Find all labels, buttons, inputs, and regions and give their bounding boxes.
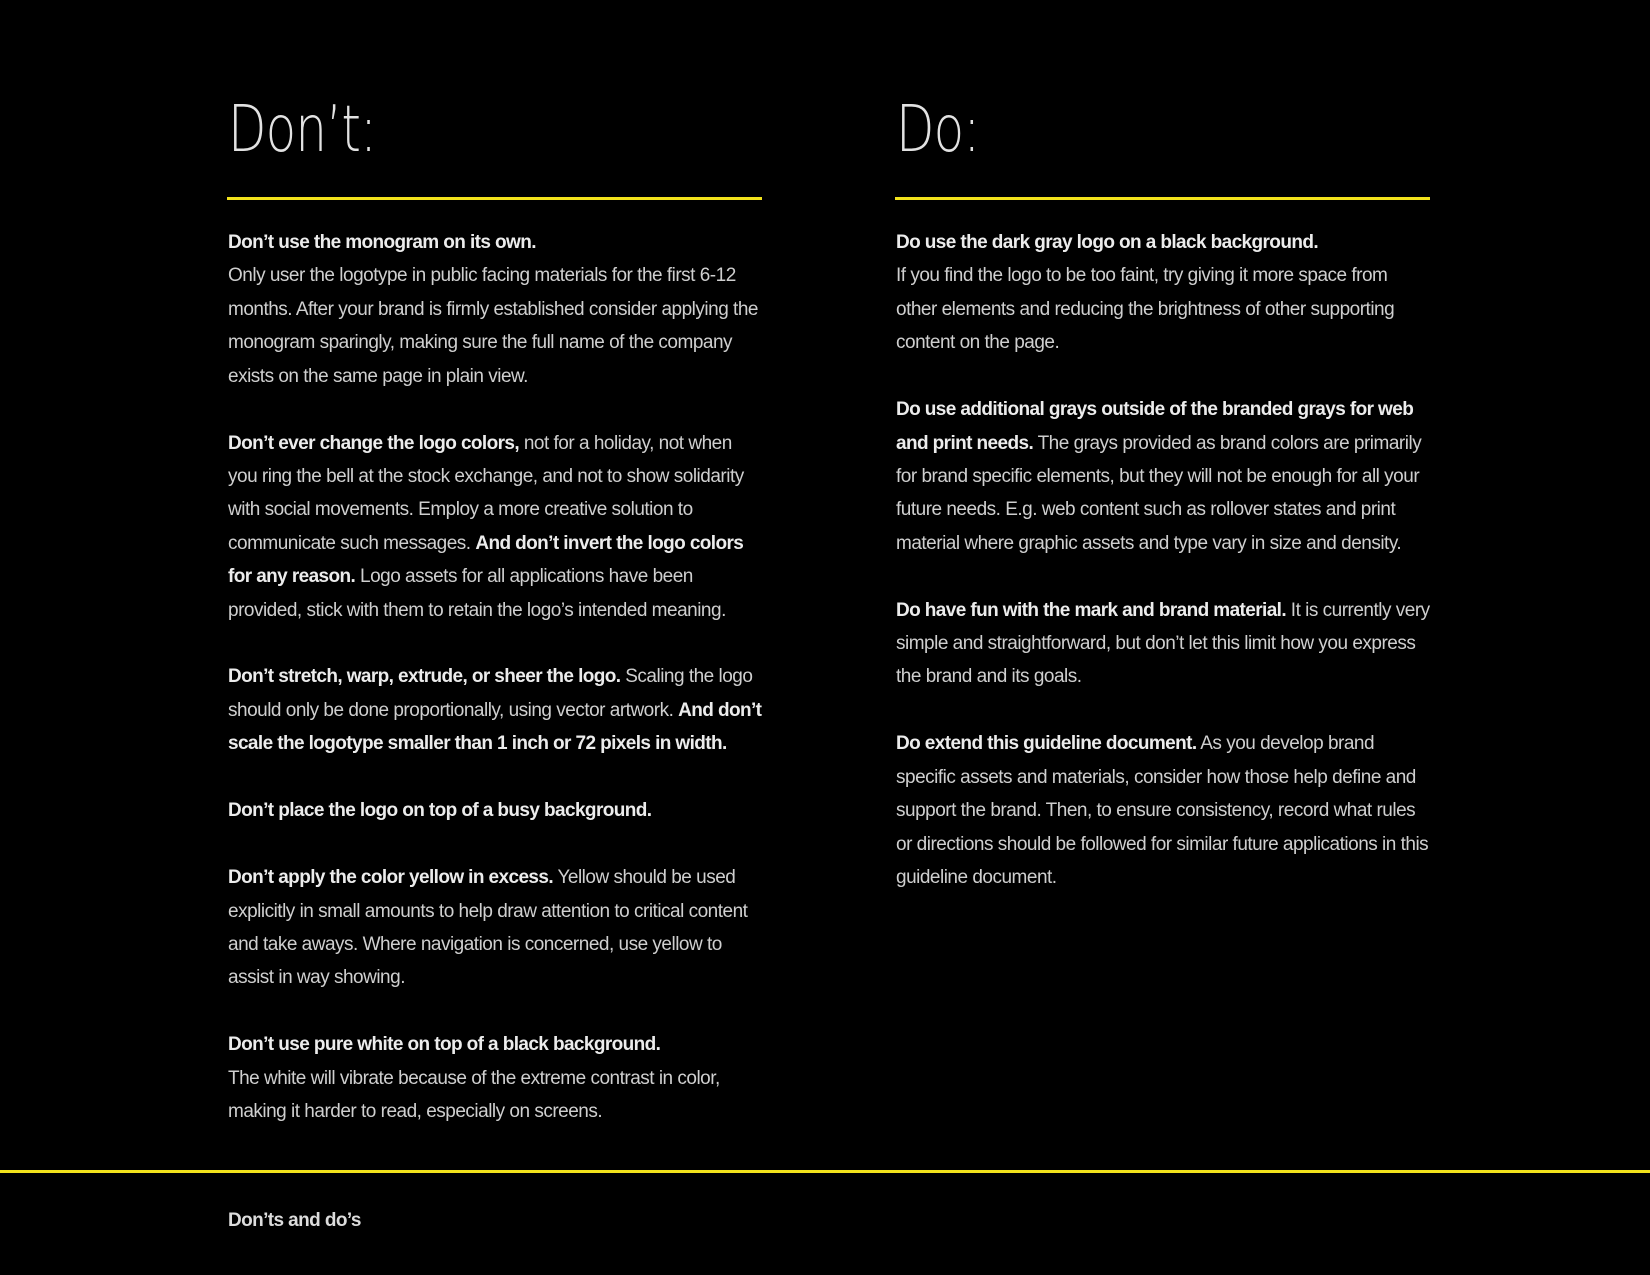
dos-list bbox=[896, 226, 1430, 928]
dont-item-lead: Don’t use the monogram on its own. bbox=[228, 232, 536, 253]
dont-item-yellow bbox=[228, 861, 762, 995]
donts-list bbox=[228, 226, 762, 1162]
dont-item-lead-secondary: And don’t invert the logo colors for any reason. bbox=[228, 532, 744, 588]
dont-item-lead: Don’t apply the color yellow in excess. bbox=[228, 867, 554, 889]
dont-item-logo-colors bbox=[228, 427, 762, 627]
do-item-lead: Do have fun with the mark and brand material. bbox=[896, 599, 1287, 621]
dont-item-pure-white bbox=[228, 1028, 762, 1128]
dont-item-text: The white will vibrate because of the extreme contrast in color, making it harder to read, especially on screens. bbox=[228, 1067, 720, 1123]
do-item-text: It is currently very simple and straightforward, but don’t let this limit how you express the brand and its goals. bbox=[896, 599, 1430, 688]
dont-item-lead-secondary: And don’t scale the logotype smaller than 1 inch or 72 pixels in width. bbox=[228, 699, 762, 755]
footer-section-label: Don’ts and do’s bbox=[228, 1210, 361, 1231]
dont-item-text: Yellow should be used explicitly in small amounts to help draw attention to critical content and take aways. Where navigation is concerned, use yellow to assist in way showing. bbox=[228, 867, 748, 989]
dont-item-lead: Don’t place the logo on top of a busy background. bbox=[228, 800, 652, 822]
do-item-text: The grays provided as brand colors are primarily for brand specific elements, but they will not be enough for all your future needs. E.g. web content such as rollover states and print material where graphic assets and type vary in size and density. bbox=[896, 432, 1422, 554]
dont-item-lead: Don’t ever change the logo colors, bbox=[228, 432, 520, 454]
do-item-text: As you develop brand specific assets and materials, consider how those help define and support the brand. Then, to ensure consistency, record what rules or directions should be followed for similar future applications in this guideline document. bbox=[896, 733, 1429, 888]
dont-item-lead: Don’t stretch, warp, extrude, or sheer the logo. bbox=[228, 666, 621, 688]
donts-heading-rule bbox=[227, 197, 762, 200]
do-item-have-fun bbox=[896, 594, 1430, 694]
do-item-dark-gray-logo bbox=[896, 226, 1430, 360]
do-item-lead: Do use additional grays outside of the branded grays for web and print needs. bbox=[896, 399, 1414, 454]
dont-item-lead: Don’t use pure white on top of a black background. bbox=[228, 1034, 661, 1056]
dont-item-stretch bbox=[228, 660, 762, 760]
do-item-text: If you find the logo to be too faint, try giving it more space from other elements and reducing the brightness of other supporting content on the page. bbox=[896, 265, 1395, 354]
do-item-extend-guideline bbox=[896, 727, 1430, 894]
dont-item-busy-background bbox=[228, 794, 762, 827]
dont-item-text: not for a holiday, not when you ring the bell at the stock exchange, and not to show solidarity with social movements. Employ a more creative solution to communicate such messages. bbox=[228, 432, 744, 554]
dont-item-text: Scaling the logo should only be done proportionally, using vector artwork. bbox=[228, 666, 753, 721]
donts-heading: Don’t: bbox=[228, 93, 377, 167]
do-item-lead: Do use the dark gray logo on a black background. bbox=[896, 232, 1319, 253]
dos-heading: Do: bbox=[896, 93, 980, 167]
do-item-additional-grays bbox=[896, 393, 1430, 560]
footer-rule bbox=[0, 1170, 1650, 1173]
do-item-lead: Do extend this guideline document. bbox=[896, 733, 1197, 755]
dos-heading-rule bbox=[895, 197, 1430, 200]
dont-item-text: Only user the logotype in public facing materials for the first 6-12 months. After your brand is firmly established consider applying the monogram sparingly, making sure the full name of the company exists on the same page in plain view. bbox=[228, 265, 758, 387]
dont-item-monogram bbox=[228, 226, 762, 393]
dont-item-text-secondary: Logo assets for all applications have been provided, stick with them to retain the logo’s intended meaning. bbox=[228, 566, 726, 621]
